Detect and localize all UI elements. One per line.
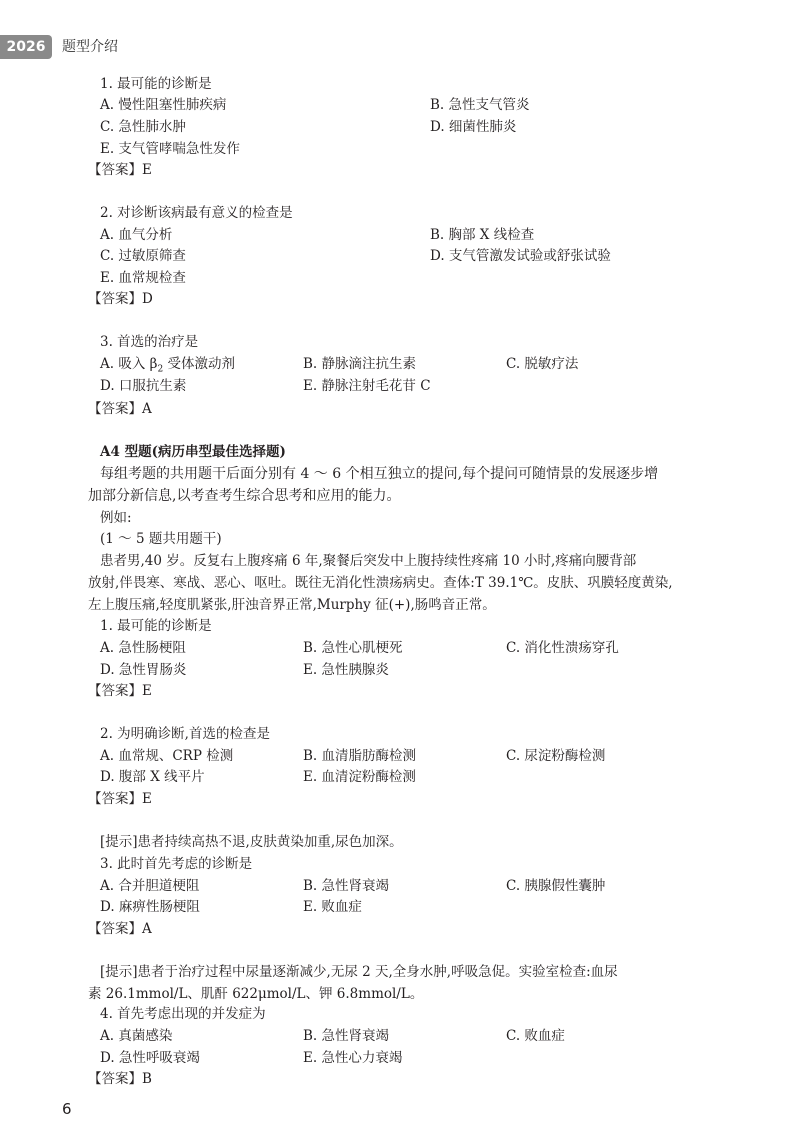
case-line: 放射,伴畏寒、寒战、恶心、呕吐。既往无消化性溃疡病史。查体:T 39.1℃。皮肤、巩膜轻度黄染, [88, 575, 673, 591]
intro-line: 加部分新信息,以考查考生综合思考和应用的能力。 [88, 488, 401, 504]
question-stem: 2. 为明确诊断,首选的检查是 [100, 726, 270, 742]
option-e: E. 败血症 [303, 899, 362, 915]
option-b: B. 静脉滴注抗生素 [303, 356, 417, 372]
option-c: C. 尿淀粉酶检测 [506, 748, 606, 764]
option-a: A. 真菌感染 [100, 1028, 173, 1044]
page-number: 6 [62, 1100, 72, 1118]
answer: 【答案】D [88, 291, 153, 307]
option-a-text: A. 吸入 β [100, 356, 158, 372]
answer: 【答案】E [88, 162, 152, 178]
option-e: E. 血常规检查 [100, 270, 186, 286]
option-b: B. 急性心肌梗死 [303, 640, 403, 656]
option-d: D. 支气管激发试验或舒张试验 [430, 248, 611, 264]
header-section-title: 题型介绍 [62, 39, 118, 55]
option-c: C. 消化性溃疡穿孔 [506, 640, 619, 656]
option-b: B. 胸部 X 线检查 [430, 227, 535, 243]
option-e: E. 急性心力衰竭 [303, 1050, 403, 1066]
question-stem: 3. 此时首先考虑的诊断是 [100, 856, 253, 872]
question-stem: 2. 对诊断该病最有意义的检查是 [100, 205, 293, 221]
option-a: A. 合并胆道梗阻 [100, 878, 200, 894]
question-stem: 1. 最可能的诊断是 [100, 618, 212, 634]
option-e: E. 支气管哮喘急性发作 [100, 141, 240, 157]
option-a: A. 血气分析 [100, 227, 173, 243]
option-e: E. 静脉注射毛花苷 C [303, 378, 431, 394]
option-e: E. 急性胰腺炎 [303, 662, 389, 678]
answer: 【答案】B [88, 1071, 152, 1087]
option-d: D. 急性呼吸衰竭 [100, 1050, 200, 1066]
case-line: 左上腹压痛,轻度肌紧张,肝浊音界正常,Murphy 征(+),肠鸣音正常。 [88, 597, 496, 613]
example-label: 例如: [100, 510, 132, 526]
group-label: (1 ～ 5 题共用题干) [100, 531, 222, 547]
option-c: C. 过敏原筛查 [100, 248, 186, 264]
option-a [100, 355, 235, 379]
question-stem: 1. 最可能的诊断是 [100, 76, 212, 92]
question-stem: 3. 首选的治疗是 [100, 334, 199, 350]
option-d: D. 麻痹性肠梗阻 [100, 899, 200, 915]
hint-continued: 素 26.1mmol/L、肌酐 622μmol/L、钾 6.8mmol/L。 [88, 986, 424, 1002]
option-a: A. 慢性阻塞性肺疾病 [100, 97, 227, 113]
option-a-text-rest: 受体激动剂 [163, 356, 235, 372]
subscript: 2 [157, 364, 164, 375]
option-c: C. 胰腺假性囊肿 [506, 878, 606, 894]
answer: 【答案】A [88, 401, 152, 417]
option-c: C. 败血症 [506, 1028, 565, 1044]
option-d: D. 腹部 X 线平片 [100, 769, 205, 785]
case-line: 患者男,40 岁。反复右上腹疼痛 6 年,聚餐后突发中上腹持续性疼痛 10 小时,疼痛向腰背部 [100, 553, 637, 569]
option-d: D. 口服抗生素 [100, 378, 187, 394]
option-d: D. 急性胃肠炎 [100, 662, 187, 678]
option-c: C. 脱敏疗法 [506, 356, 579, 372]
hint: [提示]患者持续高热不退,皮肤黄染加重,尿色加深。 [100, 834, 403, 850]
option-a: A. 血常规、CRP 检测 [100, 748, 234, 764]
option-c: C. 急性肺水肿 [100, 119, 186, 135]
option-b: B. 血清脂肪酶检测 [303, 748, 417, 764]
header-year-badge: 2026 [0, 35, 52, 59]
option-d: D. 细菌性肺炎 [430, 119, 517, 135]
option-a: A. 急性肠梗阻 [100, 640, 186, 656]
option-b: B. 急性支气管炎 [430, 97, 530, 113]
hint: [提示]患者于治疗过程中尿量逐渐减少,无尿 2 天,全身水肿,呼吸急促。实验室检查:血尿 [100, 964, 618, 980]
answer: 【答案】E [88, 683, 152, 699]
intro-line: 每组考题的共用题干后面分别有 4 ～ 6 个相互独立的提问,每个提问可随情景的发展逐步增 [100, 466, 659, 482]
answer: 【答案】A [88, 921, 152, 937]
option-e: E. 血清淀粉酶检测 [303, 769, 416, 785]
section-heading: A4 型题(病历串型最佳选择题) [100, 444, 286, 460]
option-b: B. 急性肾衰竭 [303, 1028, 390, 1044]
answer: 【答案】E [88, 791, 152, 807]
question-stem: 4. 首先考虑出现的并发症为 [100, 1006, 266, 1022]
option-b: B. 急性肾衰竭 [303, 878, 390, 894]
